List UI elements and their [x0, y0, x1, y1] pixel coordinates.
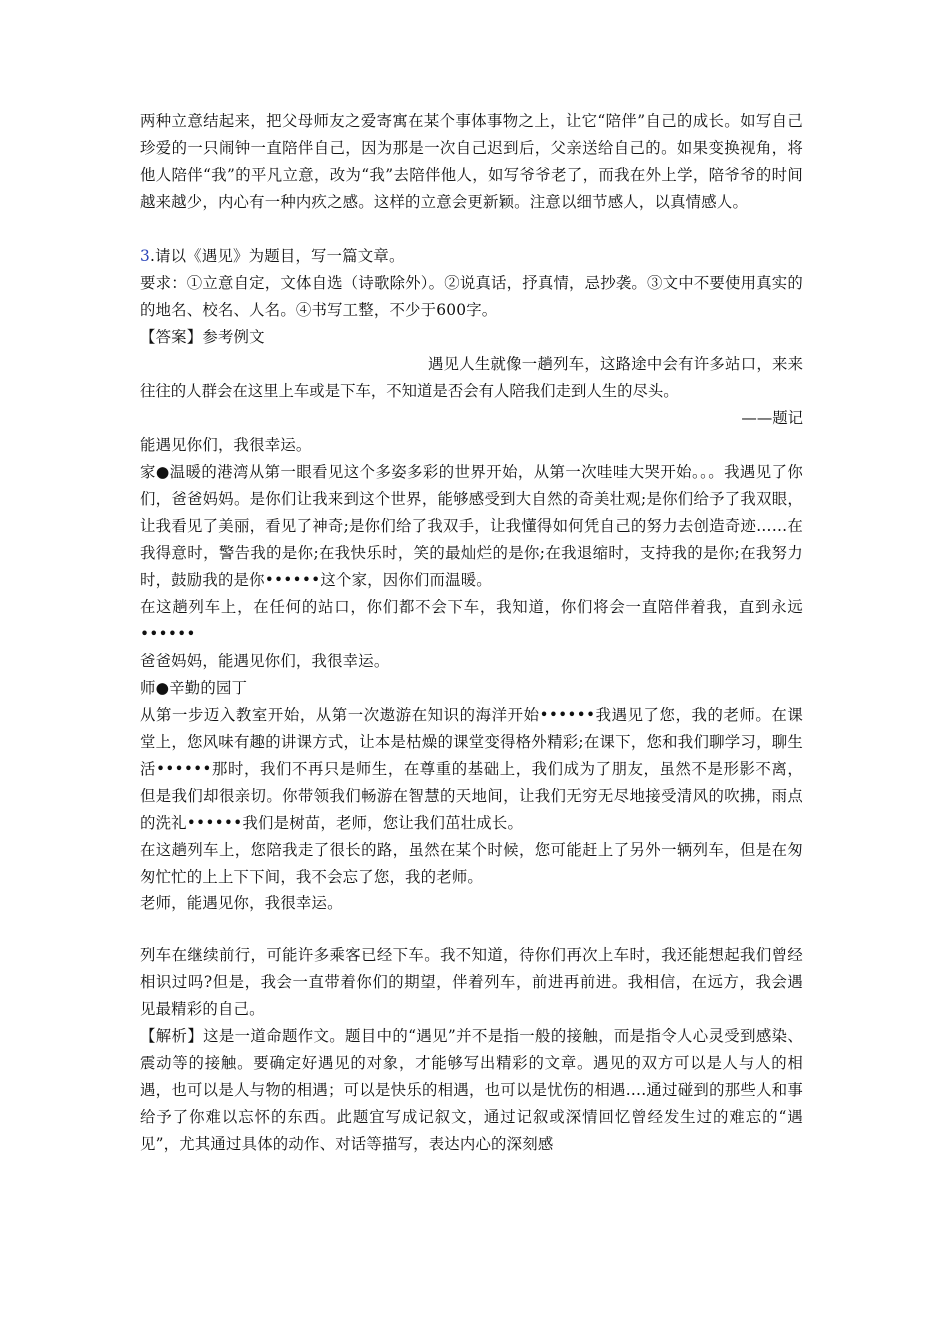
essay-paragraph: 师●辛勤的园丁	[140, 679, 248, 697]
spacer	[140, 915, 803, 942]
essay-paragraph: 家●温暖的港湾从第一眼看见这个多姿多彩的世界开始，从第一次哇哇大哭开始。。。我遇见了你们，爸爸妈妈。是你们让我来到这个世界，能够感受到大自然的奇美壮观;是你们给予了我双眼，让我看见了美丽，看见了神奇;是你们给了我双手，让我懂得如何凭自己的努力去创造奇迹……在我得意时，警告我的是你;在我快乐时，笑的最灿烂的是你;在我退缩时，支持我的是你;在我努力时，鼓励我的是你••••••这个家，因你们而温暖。	[140, 463, 803, 589]
essay-paragraph: 老师，能遇见你，我很幸运。	[140, 894, 343, 912]
spacer	[140, 216, 803, 243]
question-line	[140, 243, 803, 270]
essay-paragraph: 在这趟列车上，您陪我走了很长的路，虽然在某个时候，您可能赶上了另外一辆列车，但是在匆匆忙忙的上上下下间，我不会忘了您，我的老师。	[140, 841, 803, 886]
analysis-paragraph: 【解析】这是一道命题作文。题目中的“遇见”并不是指一般的接触，而是指令人心灵受到感染、震动等的接触。要确定好遇见的对象，才能够写出精彩的文章。遇见的双方可以是人与人的相遇，也可以是人与物的相遇；可以是快乐的相遇，也可以是忧伤的相遇….通过碰到的那些人和事给予了你难以忘怀的东西。此题宜写成记叙文，通过记叙或深情回忆曾经发生过的难忘的“遇见”，尤其通过具体的动作、对话等描写，表达内心的深刻感	[140, 1027, 803, 1153]
document-page	[140, 108, 803, 1158]
essay-paragraph: 在这趟列车上，在任何的站口，你们都不会下车，我知道，你们将会一直陪伴着我，直到永远••••••	[140, 598, 803, 643]
question-requirements: 要求：①立意自定，文体自选（诗歌除外）。②说真话，抒真情，忌抄袭。③文中不要使用真实的的地名、校名、人名。④书写工整，不少于600字。	[140, 274, 803, 319]
answer-label: 【答案】参考例文	[140, 328, 265, 346]
question-prompt: .请以《遇见》为题目，写一篇文章。	[150, 247, 405, 265]
epigraph-signature: ——题记	[741, 409, 803, 427]
essay-paragraph: 从第一步迈入教室开始，从第一次遨游在知识的海洋开始••••••我遇见了您，我的老师。在课堂上，您风味有趣的讲课方式，让本是枯燥的课堂变得格外精彩;在课下，您和我们聊学习，聊生活••••••那时，我们不再只是师生，在尊重的基础上，我们成为了朋友，虽然不是形影不离，但是我们却很亲切。你带领我们畅游在智慧的天地间，让我们无穷无尽地接受清风的吹拂，雨点的洗礼••••••我们是树苗，老师，您让我们茁壮成长。	[140, 706, 803, 832]
essay-paragraph: 能遇见你们，我很幸运。	[140, 436, 312, 454]
essay-paragraph: 爸爸妈妈，能遇见你们，我很幸运。	[140, 652, 390, 670]
epigraph: 遇见人生就像一趟列车，这路途中会有许多站口，来来往往的人群会在这里上车或是下车，不知道是否会有人陪我们走到人生的尽头。	[140, 355, 803, 400]
closing-paragraph: 列车在继续前行，可能许多乘客已经下车。我不知道，待你们再次上车时，我还能想起我们曾经相识过吗?但是，我会一直带着你们的期望，伴着列车，前进再前进。我相信，在远方，我会遇见最精彩的自己。	[140, 946, 803, 1018]
intro-paragraph: 两种立意结起来，把父母师友之爱寄寓在某个事体事物之上，让它“陪伴”自己的成长。如写自己珍爱的一只闹钟一直陪伴自己，因为那是一次自己迟到后，父亲送给自己的。如果变换视角，将他人陪伴“我”的平凡立意，改为“我”去陪伴他人，如写爷爷老了，而我在外上学，陪爷爷的时间越来越少，内心有一种内疚之感。这样的立意会更新颖。注意以细节感人，以真情感人。	[140, 112, 803, 211]
question-number: 3	[140, 247, 150, 265]
